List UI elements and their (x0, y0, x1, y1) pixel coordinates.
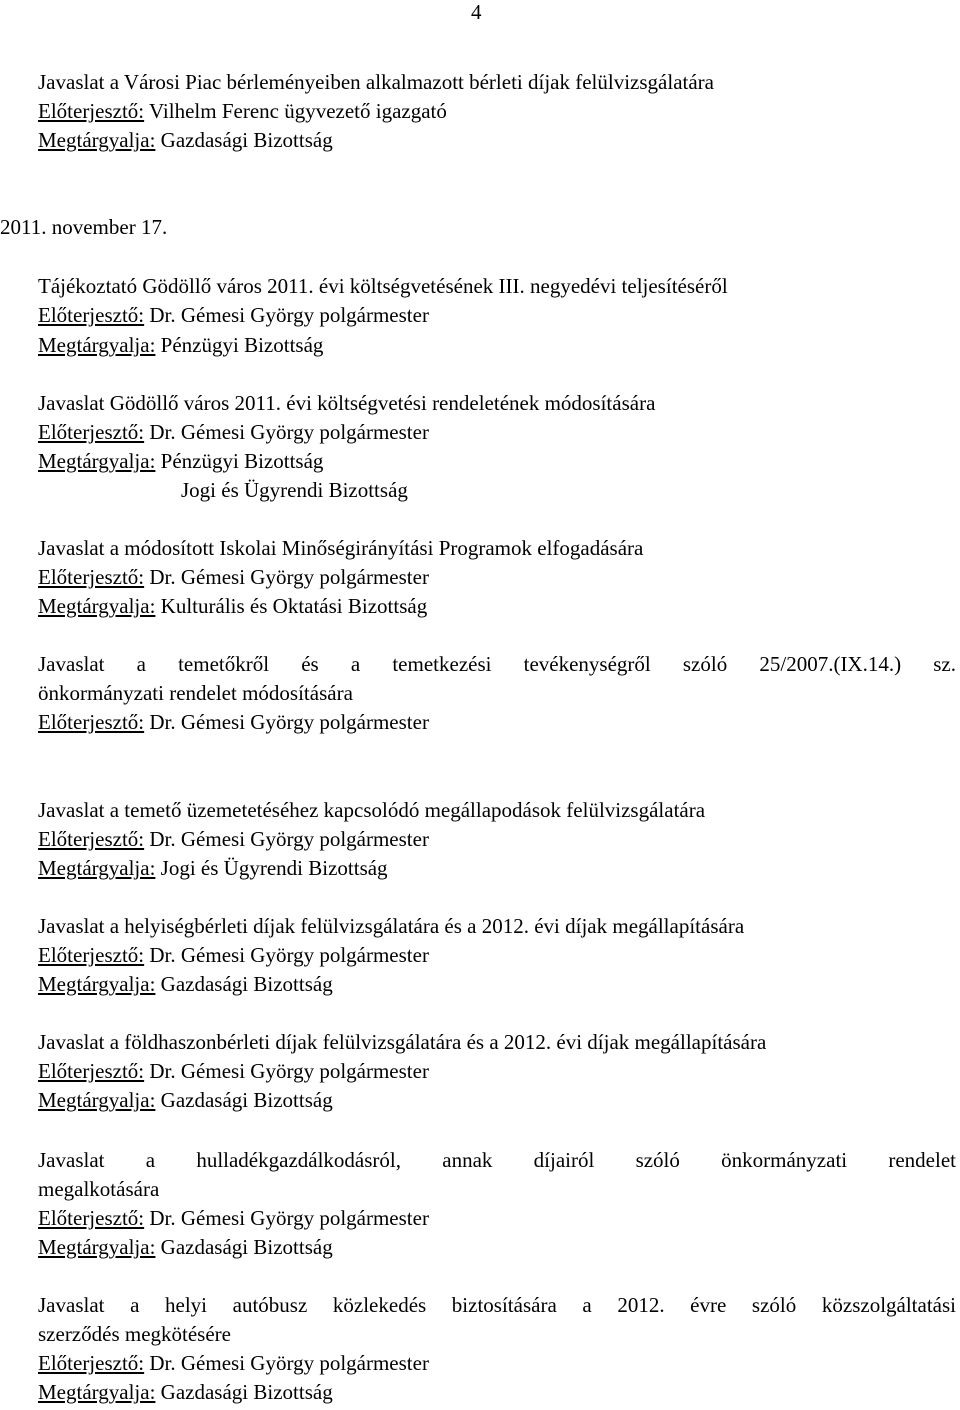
discussed-by-label: Megtárgyalja: (38, 972, 156, 996)
presenter-line (38, 565, 429, 589)
presenter-name: Dr. Gémesi György polgármester (149, 1351, 429, 1375)
agenda-item-title: Javaslat a helyi autóbusz közlekedés biztosítására a 2012. évre szóló közszolgáltatási (38, 1293, 956, 1317)
presenter-line (38, 1206, 429, 1230)
presenter-line (38, 943, 429, 967)
presenter-label: Előterjesztő: (38, 565, 145, 589)
discussed-by-label: Megtárgyalja: (38, 128, 156, 152)
committee-name: Jogi és Ügyrendi Bizottság (160, 856, 388, 880)
discussed-by-line (38, 1380, 333, 1404)
discussed-by-label: Megtárgyalja: (38, 1380, 156, 1404)
presenter-name: Dr. Gémesi György polgármester (149, 303, 429, 327)
discussed-by-line (38, 449, 323, 473)
presenter-name: Dr. Gémesi György polgármester (149, 565, 429, 589)
presenter-label: Előterjesztő: (38, 710, 145, 734)
agenda-item-title: Javaslat a módosított Iskolai Minőségirányítási Programok elfogadására (38, 536, 644, 560)
discussed-by-line (38, 594, 427, 618)
committee-name: Gazdasági Bizottság (160, 1235, 333, 1259)
agenda-item-title: Javaslat a temető üzemetetéséhez kapcsolódó megállapodások felülvizsgálatára (38, 798, 706, 822)
agenda-item-title: Javaslat Gödöllő város 2011. évi költségvetési rendeletének módosítására (38, 391, 656, 415)
committee-name: Pénzügyi Bizottság (160, 449, 324, 473)
committee-name: Kulturális és Oktatási Bizottság (160, 594, 428, 618)
agenda-item-title: Javaslat a helyiségbérleti díjak felülvizsgálatára és a 2012. évi díjak megállapítására (38, 914, 745, 938)
committee-name-second: Jogi és Ügyrendi Bizottság (181, 478, 408, 502)
discussed-by-line (38, 128, 333, 152)
agenda-item-title: Javaslat a temetőkről és a temetkezési tevékenységről szóló 25/2007.(IX.14.) sz. (38, 652, 956, 676)
presenter-name: Dr. Gémesi György polgármester (149, 1059, 429, 1083)
presenter-label: Előterjesztő: (38, 827, 145, 851)
presenter-name: Vilhelm Ferenc ügyvezető igazgató (149, 99, 447, 123)
presenter-name: Dr. Gémesi György polgármester (149, 1206, 429, 1230)
agenda-item-title: Tájékoztató Gödöllő város 2011. évi költségvetésének III. negyedévi teljesítéséről (38, 274, 728, 298)
discussed-by-label: Megtárgyalja: (38, 1235, 156, 1259)
date-heading: 2011. november 17. (0, 215, 168, 239)
presenter-line (38, 1059, 429, 1083)
presenter-line (38, 1351, 429, 1375)
agenda-item-title-continued: önkormányzati rendelet módosítására (38, 681, 353, 705)
presenter-name: Dr. Gémesi György polgármester (149, 827, 429, 851)
agenda-item-title-continued: megalkotására (38, 1177, 160, 1201)
committee-name: Pénzügyi Bizottság (160, 333, 324, 357)
committee-name: Gazdasági Bizottság (160, 1380, 333, 1404)
committee-name: Gazdasági Bizottság (160, 128, 333, 152)
committee-name: Gazdasági Bizottság (160, 972, 333, 996)
agenda-item-title-continued: szerződés megkötésére (38, 1322, 231, 1346)
presenter-label: Előterjesztő: (38, 99, 145, 123)
discussed-by-label: Megtárgyalja: (38, 1088, 156, 1112)
presenter-label: Előterjesztő: (38, 943, 145, 967)
committee-name: Gazdasági Bizottság (160, 1088, 333, 1112)
presenter-label: Előterjesztő: (38, 1206, 145, 1230)
discussed-by-line (38, 333, 323, 357)
agenda-item-title: Javaslat a földhaszonbérleti díjak felülvizsgálatára és a 2012. évi díjak megállapítására (38, 1030, 767, 1054)
presenter-line (38, 99, 447, 123)
presenter-label: Előterjesztő: (38, 420, 145, 444)
presenter-line (38, 420, 429, 444)
presenter-name: Dr. Gémesi György polgármester (149, 710, 429, 734)
presenter-line (38, 303, 429, 327)
presenter-name: Dr. Gémesi György polgármester (149, 943, 429, 967)
presenter-label: Előterjesztő: (38, 303, 145, 327)
discussed-by-line (38, 856, 388, 880)
discussed-by-line (38, 1088, 333, 1112)
discussed-by-label: Megtárgyalja: (38, 856, 156, 880)
agenda-item-title: Javaslat a hulladékgazdálkodásról, annak díjairól szóló önkormányzati rendelet (38, 1148, 956, 1172)
discussed-by-label: Megtárgyalja: (38, 333, 156, 357)
presenter-line (38, 710, 429, 734)
presenter-label: Előterjesztő: (38, 1351, 145, 1375)
agenda-item-title: Javaslat a Városi Piac bérleményeiben alkalmazott bérleti díjak felülvizsgálatára (38, 70, 714, 94)
discussed-by-label: Megtárgyalja: (38, 594, 156, 618)
presenter-name: Dr. Gémesi György polgármester (149, 420, 429, 444)
presenter-line (38, 827, 429, 851)
discussed-by-line (38, 1235, 333, 1259)
discussed-by-label: Megtárgyalja: (38, 449, 156, 473)
discussed-by-line (38, 972, 333, 996)
page-number: 4 (471, 0, 482, 24)
presenter-label: Előterjesztő: (38, 1059, 145, 1083)
